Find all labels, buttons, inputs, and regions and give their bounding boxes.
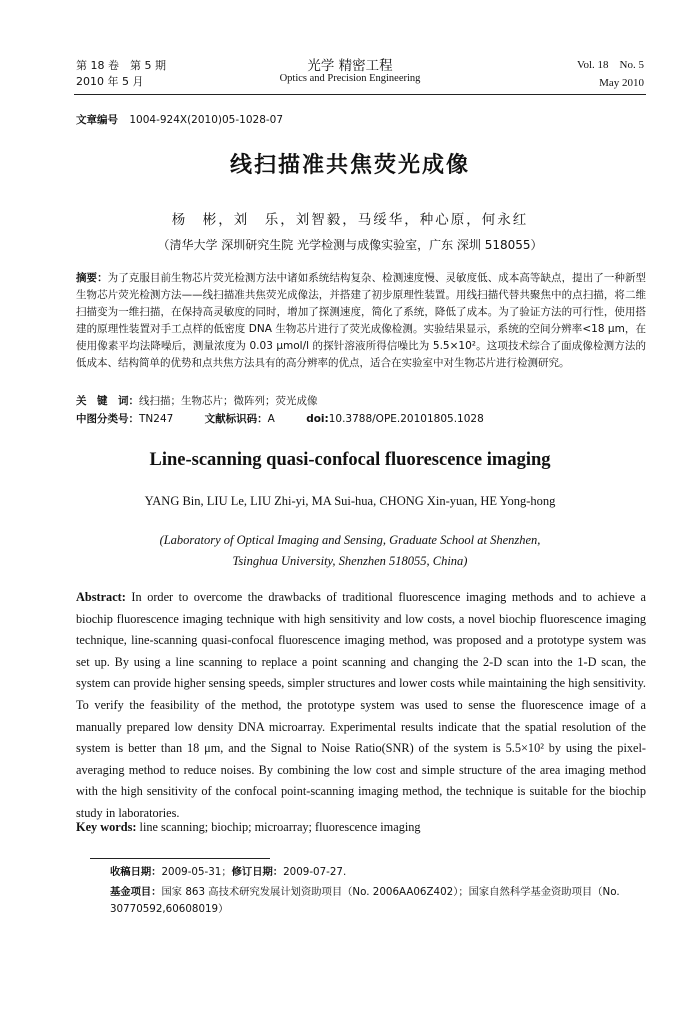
authors-cn: 杨 彬，刘 乐，刘智毅，马绥华，种心原，何永红 bbox=[171, 212, 529, 228]
funding-label: 基金项目： bbox=[110, 886, 162, 898]
received-date: 2009-05-31； bbox=[161, 866, 232, 878]
abstract-en-text: In order to overcome the drawbacks of traditional fluorescence imaging methods and to achieve a biochip fluorescence imaging technique with high sensitivity and low costs, a novel biochip fluorescence imaging technique, line-scanning quasi-confocal fluorescence imaging method, was proposed and a prototype system was set up. By using a line scanning to replace a point scanning and changing the 2-D scan into the 1-D scan, the system can provide higher sensing speeds, simpler structures and lower costs while maintaining the high sensitivity. To verify the feasibility of the method, the prototype system was used to sense the fluorescence image of a manually prepared low density DNA microarray. Experimental results indicate that the spatial resolution of the system is better than 18 μm, and the Signal to Noise Ratio(SNR) of the system is 5.5×10² by using the pixel-averaging method to reduce noises. By combining the low cost and simple structure of the area imaging method with the high sensitivity of the confocal point-scanning imaging method, the technique is suitable for the biochip study in laboratories. bbox=[76, 590, 647, 820]
doi-value: 10.3788/OPE.20101805.1028 bbox=[328, 413, 484, 425]
footnote-dates bbox=[110, 864, 346, 881]
clc-value: TN247 bbox=[139, 413, 174, 425]
revised-date-label: 修订日期： bbox=[231, 866, 284, 878]
keywords-en bbox=[76, 817, 646, 839]
abstract-cn-text: 为了克服目前生物芯片荧光检测方法中诸如系统结构复杂、检测速度慢、灵敏度低、成本高等缺点，提出了一种新型生物芯片荧光检测方法——线扫描准共焦荧光成像法，并搭建了初步原理性装置。用线扫描代替共聚焦中的点扫描，将二维扫描变为一维扫描，在保持高灵敏度的同时，增加了探测速度，简化了系统，降低了成本。为了验证方法的可行性，使用搭建的原理性装置对手工点样的低密度 DNA 生物芯片进行了荧光成像检测。实验结果显示，系统的空间分辨率<18 μm，在使用像素平均法降噪后，测量浓度为 0.03 μmol/l 的探针溶液所得信噪比为 5.5×10²。这项技术综合了面成像检测方法的低成本、结构简单的优势和点共焦方法具有的高分辨率的优点，适合在实验室中对生物芯片进行检测研究。 bbox=[76, 272, 646, 369]
footnote-funding bbox=[110, 884, 646, 918]
title-cn: 线扫描准共焦荧光成像 bbox=[229, 153, 470, 178]
keywords-en-text: line scanning; biochip; microarray; fluorescence imaging bbox=[139, 820, 421, 834]
header-date-en: May 2010 bbox=[599, 77, 644, 89]
header-volume-issue-cn: 第 18 卷 第 5 期 bbox=[76, 59, 166, 72]
journal-title-cn: 光学 精密工程 bbox=[307, 58, 393, 74]
revised-date: 2009-07-27. bbox=[283, 866, 347, 878]
classification-line bbox=[76, 411, 646, 428]
keywords-cn-label: 关 键 词： bbox=[76, 395, 139, 407]
authors-en: YANG Bin, LIU Le, LIU Zhi-yi, MA Sui-hua, CHONG Xin-yuan, HE Yong-hong bbox=[144, 494, 556, 508]
clc-label: 中图分类号： bbox=[76, 413, 139, 425]
abstract-en bbox=[76, 587, 646, 825]
abstract-en-label: Abstract: bbox=[76, 590, 126, 604]
funding-text: 国家 863 高技术研究发展计划资助项目（No. 2006AA06Z402）；国家自然科学基金资助项目（No. 30770592,60608019） bbox=[110, 886, 620, 915]
journal-title-en: Optics and Precision Engineering bbox=[279, 73, 421, 84]
title-en: Line-scanning quasi-confocal fluorescence imaging bbox=[149, 450, 551, 470]
header-date-cn: 2010 年 5 月 bbox=[76, 75, 144, 88]
doc-code-value: A bbox=[267, 413, 275, 425]
article-number-label: 文章编号 bbox=[76, 114, 118, 126]
header-rule bbox=[74, 94, 646, 95]
keywords-en-label: Key words: bbox=[76, 820, 137, 834]
article-number bbox=[76, 112, 283, 127]
doc-code-label: 文献标识码： bbox=[204, 413, 268, 425]
affiliation-en-line1: (Laboratory of Optical Imaging and Sensing, Graduate School at Shenzhen, bbox=[159, 533, 541, 547]
doi-label: doi: bbox=[306, 413, 329, 425]
affiliation-en bbox=[0, 530, 700, 572]
header-volume-issue-en: Vol. 18 No. 5 bbox=[576, 59, 644, 71]
keywords-cn-text: 线扫描；生物芯片；微阵列；荧光成像 bbox=[139, 395, 318, 407]
received-date-label: 收稿日期： bbox=[110, 866, 162, 878]
abstract-cn bbox=[76, 270, 646, 372]
affiliation-en-line2: Tsinghua University, Shenzhen 518055, China) bbox=[232, 554, 468, 568]
abstract-cn-label: 摘要： bbox=[76, 272, 108, 284]
keywords-cn bbox=[76, 393, 646, 410]
article-number-value: 1004-924X(2010)05-1028-07 bbox=[129, 114, 284, 126]
affiliation-cn: （清华大学 深圳研究生院 光学检测与成像实验室，广东 深圳 518055） bbox=[157, 238, 543, 252]
footnote-rule bbox=[90, 858, 270, 859]
